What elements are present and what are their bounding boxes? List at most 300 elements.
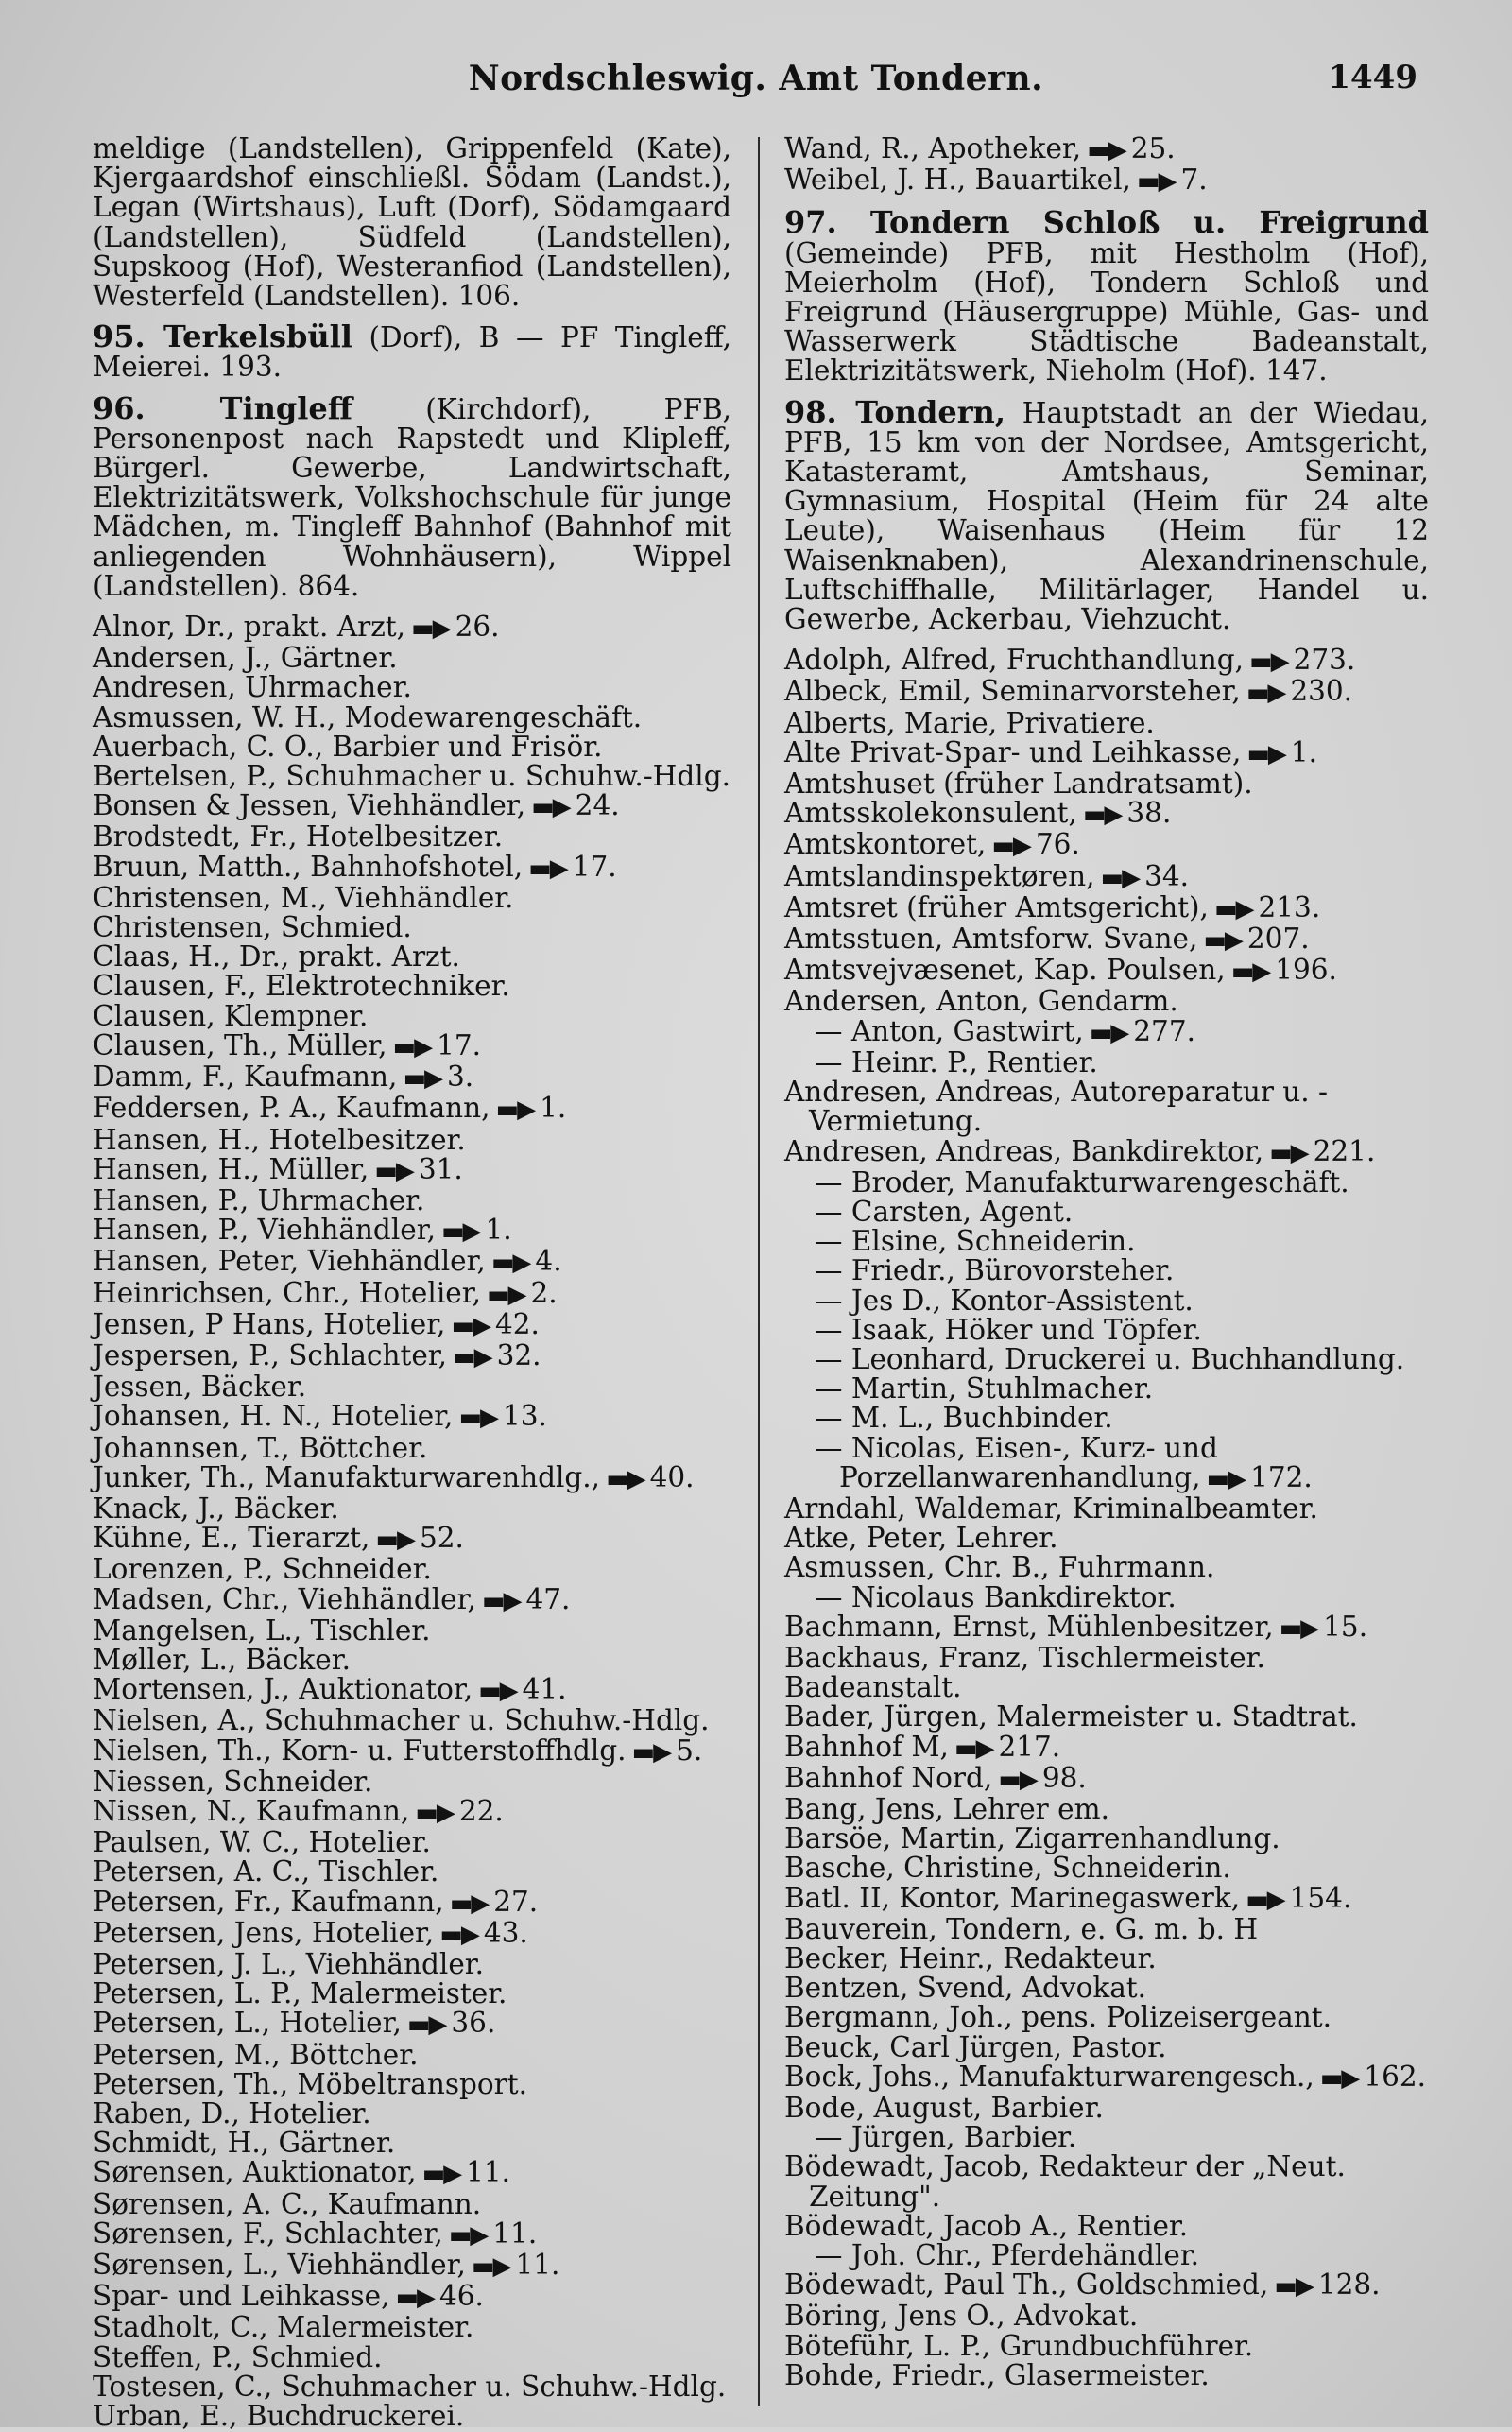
entry-text: Jessen, Bäcker. bbox=[93, 1371, 307, 1404]
directory-entry bbox=[93, 1216, 731, 1247]
entry-text: Steffen, P., Schmied. bbox=[93, 2340, 383, 2373]
telephone-icon: ▬▶ bbox=[1279, 1613, 1318, 1643]
telephone-number: 76. bbox=[1035, 828, 1080, 861]
telephone-icon: ▬▶ bbox=[991, 832, 1030, 861]
directory-entry bbox=[784, 1256, 1429, 1285]
entry-text: Sørensen, Auktionator, bbox=[93, 2156, 417, 2189]
entry-text: Bertelsen, P., Schuhmacher u. Schuhw.-Hdlg. bbox=[93, 760, 730, 793]
entry-text: Jensen, P Hans, Hotelier, bbox=[93, 1307, 446, 1340]
directory-entry bbox=[93, 1276, 731, 1310]
telephone-icon: ▬▶ bbox=[375, 1526, 414, 1555]
entry-text: Hansen, H., Müller, bbox=[93, 1152, 369, 1185]
entry-text: Batl. II, Kontor, Marinegaswerk, bbox=[784, 1881, 1241, 1914]
telephone-number: 11. bbox=[492, 2216, 538, 2250]
telephone-number: 196. bbox=[1275, 954, 1337, 987]
resident-list bbox=[784, 646, 1429, 2390]
directory-entry bbox=[93, 850, 731, 884]
place-description: (Dorf), B — PF Tingleff, Meierei. 193. bbox=[93, 321, 732, 384]
directory-entry bbox=[93, 1765, 731, 1798]
directory-entry bbox=[93, 1094, 731, 1125]
telephone-icon: ▬▶ bbox=[1089, 1018, 1128, 1047]
telephone-icon: ▬▶ bbox=[606, 1464, 644, 1493]
telephone-icon: ▬▶ bbox=[1246, 1885, 1284, 1914]
telephone-icon: ▬▶ bbox=[421, 2160, 461, 2189]
entry-text: Bödewadt, Jacob A., Rentier. bbox=[784, 2209, 1189, 2242]
telephone-number: 25. bbox=[1130, 132, 1176, 164]
telephone-icon: ▬▶ bbox=[1246, 739, 1285, 768]
directory-entry bbox=[93, 673, 731, 702]
telephone-icon: ▬▶ bbox=[1213, 894, 1253, 923]
directory-entry bbox=[784, 1014, 1429, 1048]
entry-text: Bahnhof M, bbox=[784, 1730, 949, 1763]
entry-text: Sørensen, F., Schlachter, bbox=[93, 2216, 443, 2250]
telephone-icon: ▬▶ bbox=[415, 1798, 454, 1827]
entry-text: Barsöe, Martin, Zigarrenhandlung. bbox=[784, 1822, 1280, 1855]
entry-text: Atke, Peter, Lehrer. bbox=[784, 1522, 1058, 1555]
telephone-icon: ▬▶ bbox=[1274, 2272, 1313, 2302]
entry-text: Andersen, Anton, Gendarm. bbox=[784, 985, 1178, 1018]
entry-text: — Martin, Stuhlmacher. bbox=[815, 1372, 1154, 1406]
telephone-number: 172. bbox=[1250, 1460, 1313, 1493]
directory-entry bbox=[93, 972, 731, 1001]
telephone-number: 98. bbox=[1041, 1761, 1087, 1794]
directory-entry bbox=[93, 1733, 731, 1768]
telephone-number: 26. bbox=[455, 611, 500, 644]
entry-text: Schmidt, H., Gärtner. bbox=[93, 2127, 396, 2160]
entry-text: Junker, Th., Manufakturwarenhdlg., bbox=[93, 1460, 601, 1493]
directory-entry bbox=[784, 1313, 1429, 1346]
directory-entry bbox=[784, 2302, 1429, 2331]
directory-entry bbox=[784, 706, 1429, 739]
telephone-number: 1. bbox=[1290, 735, 1318, 768]
directory-entry bbox=[93, 1028, 731, 1062]
entry-text: Beuck, Carl Jürgen, Pastor. bbox=[784, 2030, 1167, 2063]
entry-text: Mangelsen, L., Tischler. bbox=[93, 1613, 431, 1647]
entry-text: Hansen, H., Hotelbesitzer. bbox=[93, 1123, 466, 1156]
entry-text: Brodstedt, Fr., Hotelbesitzer. bbox=[93, 820, 504, 854]
entry-text: Albeck, Emil, Seminarvorsteher, bbox=[784, 675, 1241, 708]
entry-text: Bruun, Matth., Bahnhofshotel, bbox=[93, 850, 524, 883]
entry-text: Sørensen, A. C., Kaufmann. bbox=[93, 2187, 482, 2220]
entry-text: Adolph, Alfred, Fruchthandlung, bbox=[784, 644, 1244, 677]
directory-entry bbox=[784, 1824, 1429, 1854]
directory-entry bbox=[93, 1582, 731, 1616]
telephone-number: 15. bbox=[1323, 1610, 1368, 1643]
directory-entry bbox=[784, 1165, 1429, 1199]
entry-text: Feddersen, P. A., Kaufmann, bbox=[93, 1092, 490, 1125]
telephone-icon: ▬▶ bbox=[374, 1156, 413, 1185]
directory-entry bbox=[784, 2030, 1429, 2063]
directory-entry bbox=[784, 1524, 1429, 1553]
entry-text: Bentzen, Svend, Advokat. bbox=[784, 1972, 1147, 2005]
directory-entry bbox=[784, 1134, 1429, 1168]
directory-entry bbox=[784, 2062, 1429, 2094]
directory-entry bbox=[93, 1643, 731, 1676]
directory-entry bbox=[93, 2067, 731, 2100]
telephone-icon: ▬▶ bbox=[448, 2220, 488, 2250]
entry-text: Christensen, Schmied. bbox=[93, 911, 412, 944]
directory-entry bbox=[93, 1524, 731, 1555]
directory-entry bbox=[93, 1979, 731, 2009]
entry-text: — Jürgen, Barbier. bbox=[815, 2121, 1077, 2154]
telephone-icon: ▬▶ bbox=[1136, 167, 1176, 197]
directory-entry bbox=[784, 1641, 1429, 1674]
directory-entry bbox=[93, 881, 731, 914]
telephone-icon: ▬▶ bbox=[440, 1217, 480, 1247]
directory-entry bbox=[93, 1885, 731, 1919]
column-divider bbox=[758, 137, 760, 2406]
directory-entry bbox=[784, 2329, 1429, 2362]
entry-text: Bahnhof Nord, bbox=[784, 1761, 993, 1794]
telephone-icon: ▬▶ bbox=[954, 1733, 993, 1763]
entry-text: — Anton, Gastwirt, bbox=[815, 1014, 1084, 1047]
entry-text: Andresen, Andreas, Bankdirektor, bbox=[784, 1134, 1264, 1167]
entry-text: — Heinr. P., Rentier. bbox=[815, 1045, 1098, 1078]
telephone-icon: ▬▶ bbox=[1206, 1464, 1246, 1493]
entry-text: Christensen, M., Viehhändler. bbox=[93, 881, 514, 914]
telephone-number: 3. bbox=[447, 1061, 474, 1094]
entry-text: Knack, J., Bäcker. bbox=[93, 1492, 339, 1525]
telephone-icon: ▬▶ bbox=[1203, 926, 1242, 956]
directory-entry bbox=[93, 822, 731, 852]
telephone-icon: ▬▶ bbox=[495, 1095, 535, 1125]
directory-entry bbox=[784, 2003, 1429, 2032]
entry-text: Hansen, Peter, Viehhändler, bbox=[93, 1245, 486, 1278]
entry-text: Niessen, Schneider. bbox=[93, 1765, 373, 1798]
entry-text: Amtsstuen, Amtsforw. Svane, bbox=[784, 923, 1198, 956]
entry-text: Lorenzen, P., Schneider. bbox=[93, 1553, 432, 1586]
entry-text: Nielsen, A., Schuhmacher u. Schuhw.-Hdlg. bbox=[93, 1704, 710, 1737]
entry-text: Paulsen, W. C., Hotelier. bbox=[93, 1826, 431, 1859]
telephone-icon: ▬▶ bbox=[1230, 957, 1270, 987]
directory-entry bbox=[93, 1613, 731, 1647]
directory-entry bbox=[784, 1610, 1429, 1644]
directory-entry bbox=[93, 612, 731, 644]
directory-entry bbox=[784, 1974, 1429, 2003]
entry-text: Damm, F., Kaufmann, bbox=[93, 1061, 398, 1094]
entry-text: Weibel, J. H., Bauartikel, bbox=[784, 164, 1131, 197]
entry-text: Johannsen, T., Böttcher. bbox=[93, 1431, 428, 1464]
directory-entry bbox=[784, 1404, 1429, 1433]
directory-entry bbox=[784, 1941, 1429, 1975]
entry-text: Backhaus, Franz, Tischlermeister. bbox=[784, 1641, 1265, 1674]
entry-text: — Elsine, Schneiderin. bbox=[815, 1225, 1136, 1258]
entry-text: Bachmann, Ernst, Mühlenbesitzer, bbox=[784, 1610, 1274, 1643]
directory-entry bbox=[93, 2251, 731, 2282]
telephone-number: 46. bbox=[439, 2280, 484, 2313]
entry-text: Madsen, Chr., Viehhändler, bbox=[93, 1582, 476, 1615]
entry-text: Bonsen & Jessen, Viehhändler, bbox=[93, 789, 526, 822]
directory-entry bbox=[93, 762, 731, 791]
directory-entry bbox=[93, 791, 731, 822]
telephone-icon: ▬▶ bbox=[531, 793, 570, 822]
entry-text: — Leonhard, Druckerei u. Buchhandlung. bbox=[815, 1342, 1405, 1375]
entry-text: Clausen, Klempner. bbox=[93, 999, 369, 1032]
telephone-icon: ▬▶ bbox=[998, 1765, 1037, 1794]
entry-text: Alberts, Marie, Privatiere. bbox=[784, 706, 1155, 739]
directory-entry bbox=[93, 1828, 731, 1857]
directory-entry bbox=[93, 1857, 731, 1887]
place-entry-97 bbox=[784, 204, 1429, 388]
directory-entry bbox=[93, 1460, 731, 1494]
directory-entry bbox=[784, 2209, 1429, 2242]
directory-entry bbox=[784, 859, 1429, 893]
directory-entry bbox=[784, 2152, 1429, 2211]
telephone-number: 7. bbox=[1180, 164, 1208, 197]
entry-text: Claas, H., Dr., prakt. Arzt. bbox=[93, 940, 460, 974]
entry-text: Møller, L., Bäcker. bbox=[93, 1643, 351, 1676]
place-entry-95 bbox=[93, 319, 732, 384]
entry-text: Raben, D., Hotelier. bbox=[93, 2097, 371, 2130]
directory-entry bbox=[784, 987, 1429, 1016]
directory-entry bbox=[784, 1881, 1429, 1915]
telephone-icon: ▬▶ bbox=[1269, 1138, 1308, 1167]
telephone-icon: ▬▶ bbox=[392, 1032, 432, 1061]
telephone-icon: ▬▶ bbox=[631, 1737, 671, 1767]
telephone-number: 217. bbox=[998, 1730, 1061, 1763]
directory-entry bbox=[784, 769, 1429, 799]
telephone-icon: ▬▶ bbox=[1249, 647, 1288, 677]
entry-text: Clausen, F., Elektrotechniker. bbox=[93, 970, 510, 1003]
entry-text: Bödewadt, Paul Th., Goldschmied, bbox=[784, 2268, 1269, 2302]
directory-entry bbox=[93, 2009, 731, 2040]
place-heading: 95. Terkelsbüll bbox=[93, 319, 352, 355]
directory-entry bbox=[784, 165, 1429, 197]
directory-entry bbox=[93, 1431, 731, 1464]
directory-entry bbox=[784, 1761, 1429, 1795]
telephone-number: 1. bbox=[540, 1092, 567, 1125]
directory-entry bbox=[93, 1372, 731, 1402]
directory-entry bbox=[784, 830, 1429, 861]
directory-entry bbox=[784, 1227, 1429, 1256]
entry-text: Hansen, P., Uhrmacher. bbox=[93, 1183, 425, 1216]
directory-entry bbox=[93, 2158, 731, 2189]
entry-text: Petersen, Jens, Hotelier, bbox=[93, 1916, 435, 1949]
telephone-number: 17. bbox=[572, 850, 617, 883]
telephone-number: 273. bbox=[1293, 644, 1356, 677]
telephone-icon: ▬▶ bbox=[471, 2252, 510, 2282]
telephone-number: 36. bbox=[451, 2007, 496, 2040]
entry-text: Sørensen, L., Viehhändler, bbox=[93, 2249, 466, 2282]
directory-entry bbox=[93, 913, 731, 942]
entry-text: Bödewadt, Jacob, Redakteur der „Neut. Zeitung". bbox=[784, 2150, 1346, 2213]
telephone-number: 34. bbox=[1144, 859, 1190, 892]
directory-entry bbox=[784, 1580, 1429, 1613]
telephone-number: 32. bbox=[496, 1338, 541, 1371]
telephone-icon: ▬▶ bbox=[490, 1249, 530, 1278]
telephone-number: 213. bbox=[1258, 890, 1321, 923]
directory-entry bbox=[784, 2270, 1429, 2302]
directory-entry bbox=[784, 1431, 1429, 1494]
telephone-number: 11. bbox=[515, 2249, 560, 2282]
directory-entry bbox=[784, 1912, 1429, 1945]
right-column bbox=[784, 134, 1429, 2412]
directory-entry bbox=[784, 1342, 1429, 1375]
entry-text: Amtsret (früher Amtsgericht), bbox=[784, 890, 1209, 923]
intro-paragraph: meldige (Landstellen), Grippenfeld (Kate), Kjergaardshof einschließl. Södam (Landst.), Legan (Wirtshaus), Luft (Dorf), Södamgaard (Landstellen), Südfeld (Landstellen), Supskoog (Hof), Westeranfiod (Landstellen), Westerfeld (Landstellen). 106. bbox=[93, 132, 731, 313]
resident-list bbox=[93, 612, 731, 2431]
entry-text: Badeanstalt. bbox=[784, 1671, 962, 1704]
entry-text: Petersen, Fr., Kaufmann, bbox=[93, 1885, 444, 1918]
directory-entry bbox=[93, 1794, 731, 1828]
telephone-number: 41. bbox=[522, 1673, 567, 1706]
entry-text: Amtshuset (früher Landratsamt). bbox=[784, 768, 1253, 801]
telephone-icon: ▬▶ bbox=[1319, 2063, 1359, 2093]
directory-entry bbox=[93, 1338, 731, 1372]
entry-text: Bock, Johs., Manufakturwarengesch., bbox=[784, 2060, 1314, 2093]
telephone-number: 13. bbox=[503, 1400, 547, 1433]
entry-text: Bader, Jürgen, Malermeister u. Stadtrat. bbox=[784, 1700, 1358, 1733]
place-heading: 98. Tondern, bbox=[784, 393, 1005, 430]
telephone-number: 2. bbox=[530, 1276, 558, 1309]
entry-text: Basche, Christine, Schneiderin. bbox=[784, 1852, 1231, 1885]
directory-entry bbox=[784, 1374, 1429, 1404]
entry-text: Kühne, E., Tierarzt, bbox=[93, 1522, 370, 1555]
running-title: Nordschleswig. Amt Tondern. bbox=[468, 59, 1044, 98]
directory-entry bbox=[784, 956, 1429, 987]
entry-text: Petersen, M., Böttcher. bbox=[93, 2038, 419, 2071]
directory-entry bbox=[93, 700, 731, 733]
entry-text: Johansen, H. N., Hotelier, bbox=[93, 1400, 454, 1433]
telephone-number: 38. bbox=[1126, 797, 1172, 830]
place-description: (Gemeinde) PFB, mit Hestholm (Hof), Meierholm (Hof), Tondern Schloß und Freigrund (Häusergruppe) Mühle, Gas- und Wasserwerk Städtische Badeanstalt, Elektrizitätswerk, Nieholm (Hof). 147. bbox=[784, 236, 1429, 388]
telephone-number: 4. bbox=[535, 1245, 562, 1278]
place-entry-98 bbox=[784, 393, 1429, 636]
directory-entry bbox=[93, 1947, 731, 1980]
entry-text: Amtslandinspektøren, bbox=[784, 859, 1095, 892]
entry-text: Amtskontoret, bbox=[784, 828, 987, 861]
directory-entry bbox=[93, 2129, 731, 2158]
directory-entry bbox=[93, 2099, 731, 2129]
place-heading: 96. Tingleff bbox=[93, 389, 353, 426]
entry-text: Petersen, Th., Möbeltransport. bbox=[93, 2067, 527, 2100]
directory-entry bbox=[784, 2241, 1429, 2270]
telephone-number: 17. bbox=[437, 1028, 482, 1061]
entry-text: Hansen, P., Viehhändler, bbox=[93, 1214, 436, 1247]
telephone-icon: ▬▶ bbox=[449, 1889, 489, 1918]
place-heading: 97. Tondern Schloß u. Freigrund bbox=[784, 204, 1429, 241]
resident-list-continued bbox=[784, 134, 1429, 197]
directory-entry bbox=[784, 1673, 1429, 1702]
telephone-number: 47. bbox=[525, 1582, 571, 1615]
directory-entry bbox=[93, 999, 731, 1032]
place-description: (Kirchdorf), PFB, Personenpost nach Rapstedt und Klipleff, Bürgerl. Gewerbe, Landwirtschaft, Elektrizitätswerk, Volkshochschule für junge Mädchen, m. Tingleff Bahnhof (Bahnhof mit anliegenden Wohnhäusern), Wippel (Landstellen). 864. bbox=[93, 392, 731, 602]
directory-entry bbox=[784, 1078, 1429, 1136]
entry-text: Böteführ, L. P., Grundbuchführer. bbox=[784, 2329, 1254, 2362]
directory-entry bbox=[784, 646, 1429, 677]
directory-entry bbox=[784, 1730, 1429, 1764]
telephone-icon: ▬▶ bbox=[439, 1920, 478, 1949]
directory-entry bbox=[784, 2094, 1429, 2123]
directory-entry bbox=[93, 2038, 731, 2071]
directory-entry bbox=[784, 890, 1429, 924]
telephone-icon: ▬▶ bbox=[478, 1677, 517, 1706]
entry-text: — Friedr., Bürovorsteher. bbox=[815, 1254, 1175, 1287]
entry-text: Asmussen, W. H., Modewarengeschäft. bbox=[93, 700, 643, 733]
directory-entry bbox=[784, 134, 1429, 165]
directory-entry bbox=[93, 1402, 731, 1433]
directory-entry bbox=[93, 1555, 731, 1584]
telephone-icon: ▬▶ bbox=[395, 2284, 435, 2313]
entry-text: Petersen, A. C., Tischler. bbox=[93, 1855, 439, 1889]
telephone-icon: ▬▶ bbox=[403, 1064, 441, 1094]
directory-entry bbox=[784, 1553, 1429, 1582]
directory-entry bbox=[784, 799, 1429, 830]
entry-text: Bauverein, Tondern, e. G. m. b. H bbox=[784, 1912, 1259, 1945]
telephone-icon: ▬▶ bbox=[1100, 863, 1140, 892]
directory-entry bbox=[93, 2313, 731, 2342]
directory-entry bbox=[784, 2358, 1429, 2391]
directory-entry bbox=[93, 1706, 731, 1735]
directory-entry bbox=[93, 1062, 731, 1094]
entry-text: Petersen, L. P., Malermeister. bbox=[93, 1977, 507, 2010]
directory-entry bbox=[93, 1675, 731, 1706]
entry-text: Böring, Jens O., Advokat. bbox=[784, 2300, 1139, 2333]
telephone-icon: ▬▶ bbox=[486, 1280, 525, 1309]
directory-entry bbox=[93, 1307, 731, 1341]
telephone-number: 31. bbox=[418, 1152, 463, 1185]
directory-entry bbox=[784, 924, 1429, 956]
entry-text: Nielsen, Th., Korn- u. Futterstoffhdlg. bbox=[93, 1733, 627, 1767]
entry-text: Petersen, L., Hotelier, bbox=[93, 2007, 402, 2040]
entry-text: Bohde, Friedr., Glasermeister. bbox=[784, 2358, 1210, 2391]
entry-text: Andresen, Andreas, Autoreparatur u. -Vermietung. bbox=[784, 1076, 1329, 1138]
entry-text: Urban, E., Buchdruckerei. bbox=[93, 2400, 465, 2432]
place-entry-96 bbox=[93, 389, 731, 602]
entry-text: Stadholt, C., Malermeister. bbox=[93, 2311, 474, 2344]
entry-text: — Joh. Chr., Pferdehändler. bbox=[815, 2239, 1200, 2272]
directory-entry bbox=[93, 942, 731, 972]
telephone-icon: ▬▶ bbox=[1087, 136, 1125, 164]
directory-entry bbox=[784, 1792, 1429, 1825]
directory-entry bbox=[93, 2216, 731, 2251]
telephone-icon: ▬▶ bbox=[453, 1342, 491, 1371]
entry-text: — Carsten, Agent. bbox=[815, 1195, 1074, 1228]
directory-entry bbox=[93, 2187, 731, 2220]
left-column bbox=[93, 132, 732, 2432]
entry-text: Jespersen, P., Schlachter, bbox=[93, 1338, 448, 1371]
entry-text: Wand, R., Apotheker, bbox=[784, 132, 1082, 164]
directory-entry bbox=[93, 1494, 731, 1524]
telephone-icon: ▬▶ bbox=[411, 614, 450, 644]
telephone-number: 11. bbox=[466, 2156, 511, 2189]
directory-entry bbox=[784, 1854, 1429, 1883]
entry-text: Bang, Jens, Lehrer em. bbox=[784, 1792, 1109, 1825]
telephone-number: 154. bbox=[1289, 1881, 1352, 1914]
directory-entry bbox=[784, 1494, 1429, 1524]
entry-text: — Isaak, Höker und Töpfer. bbox=[815, 1313, 1202, 1346]
telephone-number: 221. bbox=[1313, 1134, 1376, 1167]
entry-text: Bergmann, Joh., pens. Polizeisergeant. bbox=[784, 2001, 1332, 2034]
telephone-number: 42. bbox=[495, 1307, 540, 1340]
telephone-number: 1. bbox=[485, 1214, 512, 1247]
directory-entry bbox=[93, 2372, 731, 2402]
directory-entry bbox=[784, 677, 1429, 708]
page-number: 1449 bbox=[1328, 59, 1418, 96]
telephone-number: 277. bbox=[1133, 1014, 1195, 1047]
directory-entry bbox=[93, 1183, 731, 1216]
directory-entry bbox=[93, 1123, 731, 1156]
entry-text: — Jes D., Kontor-Assistent. bbox=[815, 1284, 1194, 1317]
telephone-icon: ▬▶ bbox=[406, 2010, 446, 2040]
directory-entry bbox=[93, 2282, 731, 2313]
telephone-number: 5. bbox=[676, 1733, 703, 1767]
entry-text: — Nicolaus Bankdirektor. bbox=[815, 1580, 1177, 1613]
entry-text: Amtsskolekonsulent, bbox=[784, 797, 1077, 830]
directory-entry bbox=[784, 1286, 1429, 1316]
telephone-icon: ▬▶ bbox=[451, 1311, 490, 1340]
entry-text: Bode, August, Barbier. bbox=[784, 2092, 1104, 2124]
